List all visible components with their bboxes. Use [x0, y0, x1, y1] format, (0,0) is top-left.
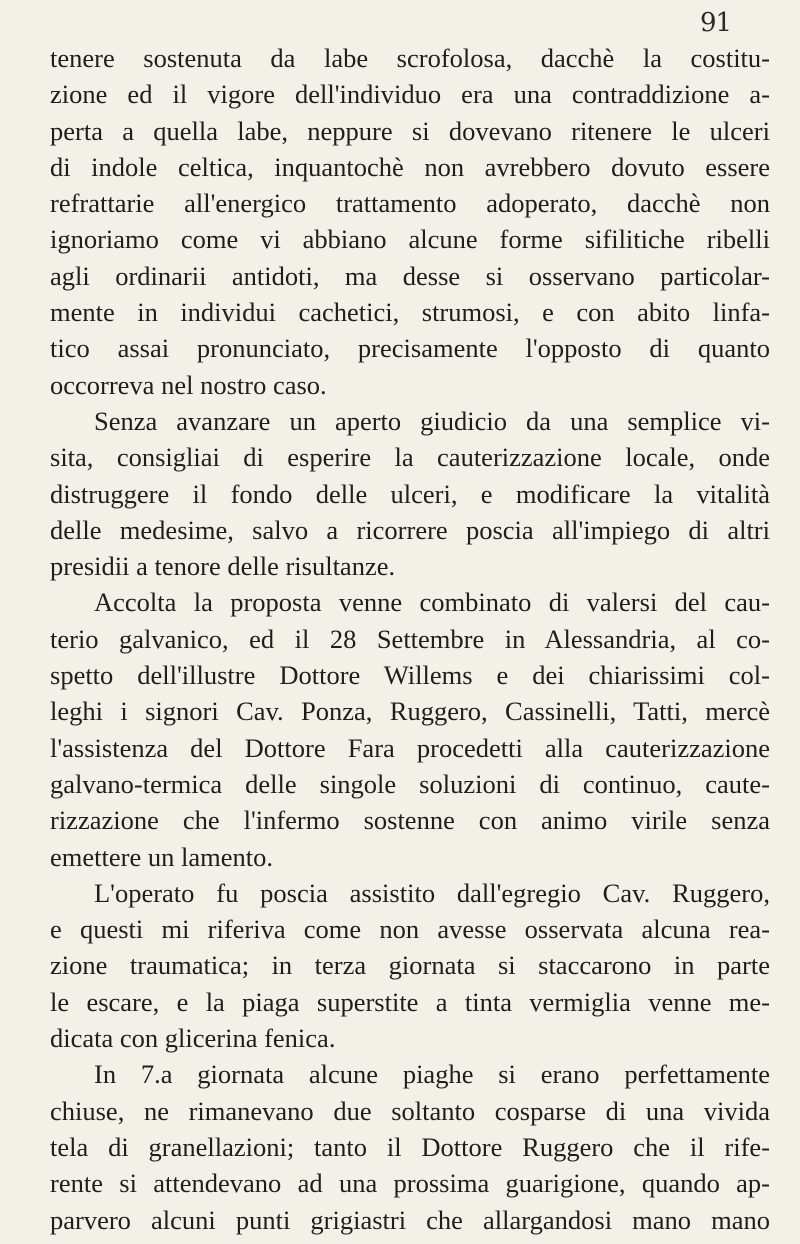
- text-line: occorreva nel nostro caso.: [50, 369, 327, 400]
- text-line: leghi i signori Cav. Ponza, Ruggero, Cassinelli, Tatti, mercè: [50, 696, 770, 727]
- text-line: presidii a tenore delle risultanze.: [50, 551, 396, 582]
- text-line: rizzazione che l'infermo sostenne con animo virile senza: [50, 805, 770, 836]
- text-line: agli ordinarii antidoti, ma desse si osservano particolar-: [50, 260, 770, 291]
- text-line: perta a quella labe, neppure si dovevano ritenere le ulceri: [50, 115, 770, 146]
- text-line: le escare, e la piaga superstite a tinta vermiglia venne me-: [50, 986, 770, 1017]
- text-line: mente in individui cachetici, strumosi, e con abito linfa-: [50, 297, 770, 328]
- text-line: sita, consigliai di esperire la cauterizzazione locale, onde: [50, 442, 770, 473]
- text-line: terio galvanico, ed il 28 Settembre in Alessandria, al co-: [50, 623, 770, 654]
- text-line: spetto dell'illustre Dottore Willems e dei chiarissimi col-: [50, 660, 770, 691]
- body-text: [50, 40, 770, 1238]
- text-line: delle medesime, salvo a ricorrere poscia all'impiego di altri: [50, 514, 770, 545]
- text-line: ignoriamo come vi abbiano alcune forme sifilitiche ribelli: [50, 224, 770, 255]
- text-line: distruggere il fondo delle ulceri, e modificare la vitalità: [50, 478, 770, 509]
- text-line: di indole celtica, inquantochè non avrebbero dovuto essere: [50, 151, 770, 182]
- text-line: L'operato fu poscia assistito dall'egregio Cav. Ruggero,: [94, 877, 770, 908]
- text-line: zione traumatica; in terza giornata si staccarono in parte: [50, 950, 770, 981]
- text-line: tenere sostenuta da labe scrofolosa, dacchè la costitu-: [50, 43, 770, 73]
- text-line: rente si attendevano ad una prossima guarigione, quando ap-: [50, 1168, 770, 1199]
- text-line: Senza avanzare un aperto giudicio da una semplice vi-: [94, 405, 770, 436]
- page-number: 91: [700, 8, 732, 38]
- text-line: Accolta la proposta venne combinato di valersi del cau-: [94, 587, 770, 618]
- text-line: refrattarie all'energico trattamento adoperato, dacchè non: [50, 188, 770, 219]
- text-line: In 7.a giornata alcune piaghe si erano perfettamente: [94, 1059, 770, 1090]
- text-line: emettere un lamento.: [50, 841, 273, 872]
- text-line: dicata con glicerina fenica.: [50, 1023, 336, 1054]
- text-line: tico assai pronunciato, precisamente l'opposto di quanto: [50, 333, 770, 364]
- text-line: tela di granellazioni; tanto il Dottore Ruggero che il rife-: [50, 1131, 770, 1162]
- text-line: chiuse, ne rimanevano due soltanto cosparse di una vivida: [50, 1095, 770, 1126]
- text-line: zione ed il vigore dell'individuo era una contraddizione a-: [50, 79, 770, 110]
- text-line: e questi mi riferiva come non avesse osservata alcuna rea-: [50, 914, 770, 945]
- text-line: parvero alcuni punti grigiastri che allargandosi mano mano: [50, 1204, 770, 1235]
- text-line: galvano-termica delle singole soluzioni di continuo, caute-: [50, 768, 770, 799]
- text-line: l'assistenza del Dottore Fara procedetti alla cauterizzazione: [50, 732, 770, 763]
